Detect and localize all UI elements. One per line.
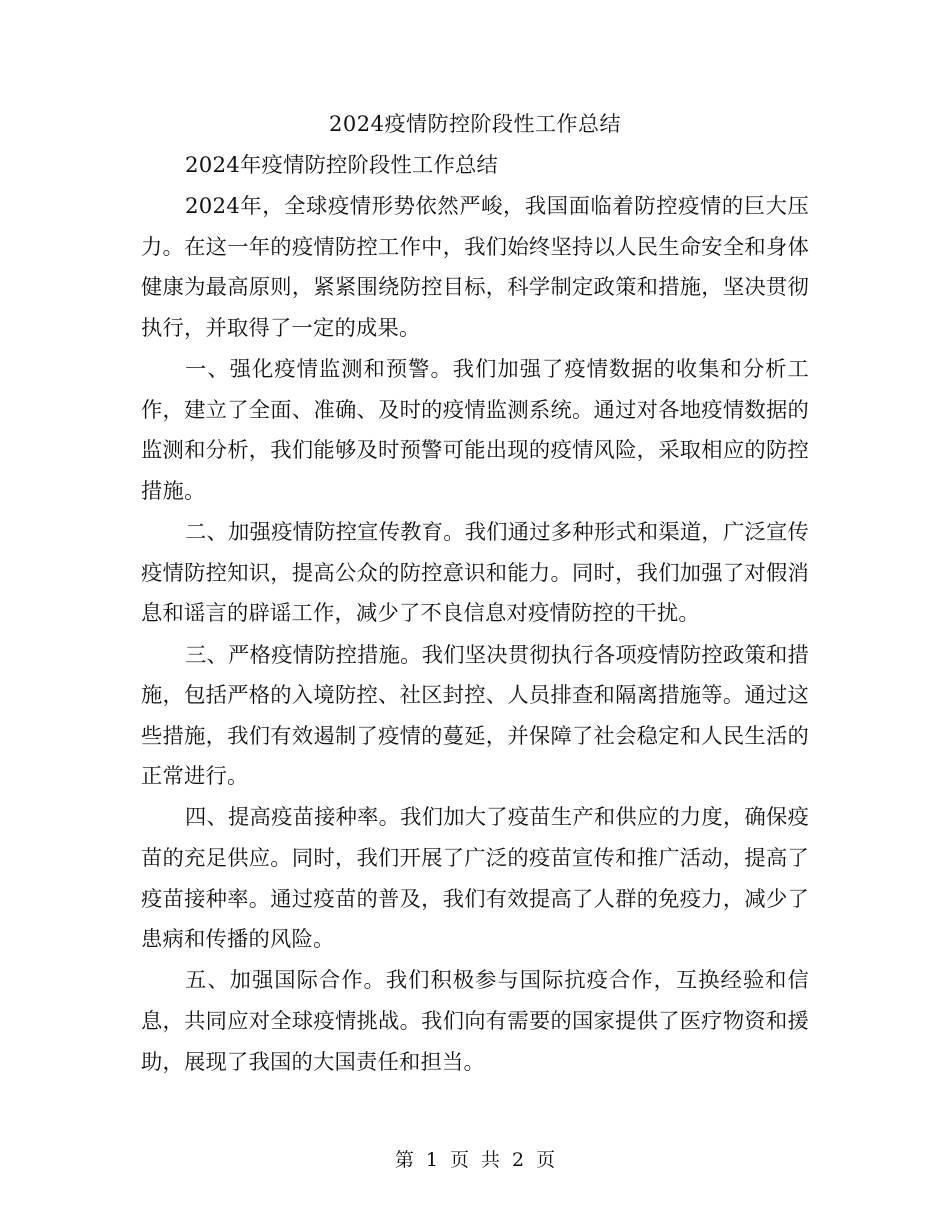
section-1-paragraph: 一、强化疫情监测和预警。我们加强了疫情数据的收集和分析工作，建立了全面、准确、及时的疫情监测系统。通过对各地疫情数据的监测和分析，我们能够及时预警可能出现的疫情风险，采取相应的防控措施。: [141, 357, 809, 504]
document-title: 2024疫情防控阶段性工作总结: [329, 112, 621, 136]
document-body: [141, 146, 809, 1083]
page-number-footer: 第 1 页 共 2 页: [394, 1149, 556, 1171]
section-5-paragraph: 五、加强国际合作。我们积极参与国际抗疫合作，互换经验和信息，共同应对全球疫情挑战。我们向有需要的国家提供了医疗物资和援助，展现了我国的大国责任和担当。: [141, 968, 809, 1075]
intro-paragraph: 2024年，全球疫情形势依然严峻，我国面临着防控疫情的巨大压力。在这一年的疫情防控工作中，我们始终坚持以人民生命安全和身体健康为最高原则，紧紧围绕防控目标，科学制定政策和措施，坚决贯彻执行，并取得了一定的成果。: [141, 194, 809, 341]
subtitle-paragraph: 2024年疫情防控阶段性工作总结: [185, 153, 498, 178]
section-2-paragraph: 二、加强疫情防控宣传教育。我们通过多种形式和渠道，广泛宣传疫情防控知识，提高公众的防控意识和能力。同时，我们加强了对假消息和谣言的辟谣工作，减少了不良信息对疫情防控的干扰。: [141, 520, 809, 627]
section-4-paragraph: 四、提高疫苗接种率。我们加大了疫苗生产和供应的力度，确保疫苗的充足供应。同时，我们开展了广泛的疫苗宣传和推广活动，提高了疫苗接种率。通过疫苗的普及，我们有效提高了人群的免疫力，减少了患病和传播的风险。: [141, 805, 809, 953]
section-3-paragraph: 三、严格疫情防控措施。我们坚决贯彻执行各项疫情防控政策和措施，包括严格的入境防控、社区封控、人员排查和隔离措施等。通过这些措施，我们有效遏制了疫情的蔓延，并保障了社会稳定和人民生活的正常进行。: [141, 642, 809, 790]
